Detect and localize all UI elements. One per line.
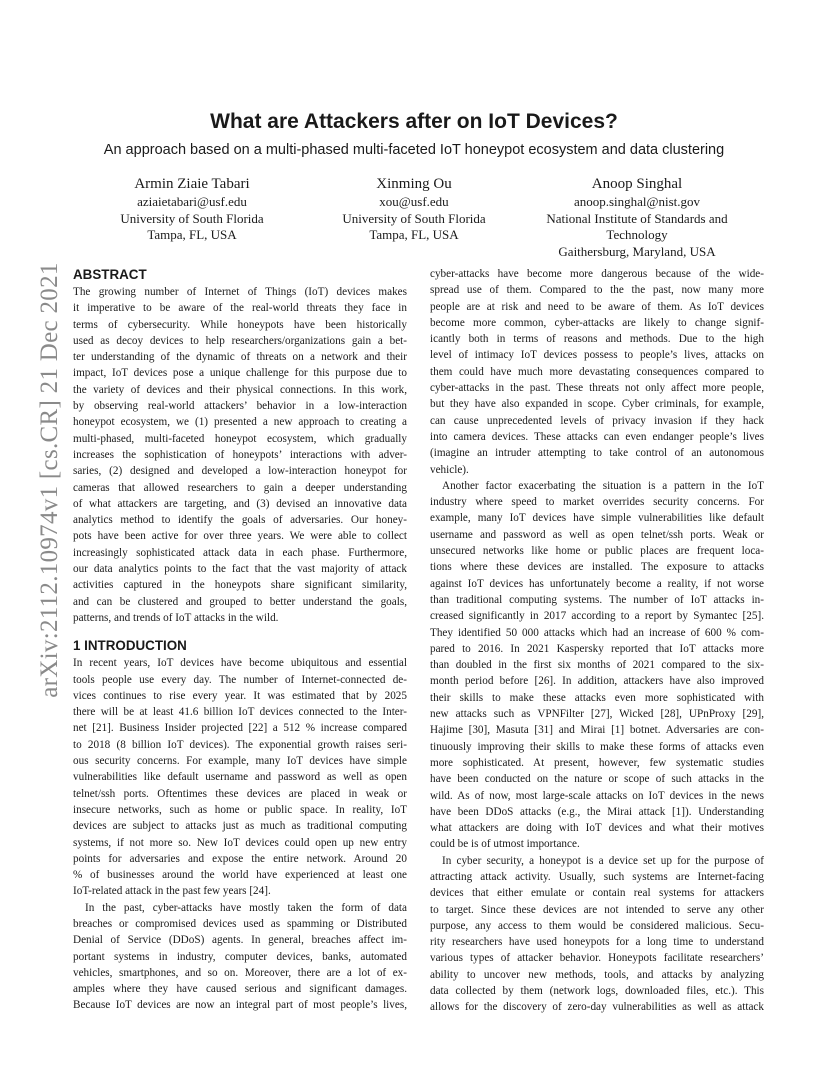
text-line: than traditional computing systems. The number of IoT attacks in- [430,593,764,606]
text-line: and can be clustered and grouped to better understand the goals, [73,595,407,608]
text-line: Another factor exacerbating the situation is a pattern in the IoT [442,479,764,492]
text-line: spread use of them. Compared to the the past, now many more [430,284,764,297]
text-line: systems, if not more so. New IoT devices could open up new entry [73,836,407,849]
text-line: our data analytics points to the fact that the vast majority of attack [73,563,407,576]
text-line: In cyber security, a honeypot is a device set up for the purpose of [442,854,764,867]
text-line: amples where they have caused serious and significant damages. [73,983,407,996]
text-line: saries, (2) designed and developed a low-interaction honeypot for [73,465,407,478]
paper-title: What are Attackers after on IoT Devices? [210,110,618,133]
text-line: could be is of utmost importance. [430,838,580,851]
text-line: ous security concerns. For example, many IoT devices have simple [73,755,407,768]
text-line: insecure networks, such as home or public space. In reality, IoT [73,803,407,816]
text-line: cameras that allowed researchers to gain a deeper understanding [73,481,407,494]
text-line: increases the sophistication of honeypots’ interactions with adver- [73,448,407,461]
text-line: unsecured networks like home or public places are frequent loca- [430,545,764,558]
text-line: pared to 2016. In 2021 Kaspersky reported that IoT attacks more [430,642,764,655]
text-line: can cause unprecedented levels of privacy invasion if they hack [430,414,764,427]
author-location: Tampa, FL, USA [369,227,459,242]
abstract-heading: ABSTRACT [73,267,147,282]
author-location: Tampa, FL, USA [147,227,237,242]
text-line: allows for the discovery of zero-day vulnerabilities as well as attack [430,1001,764,1014]
text-line: vices continues to rise every year. It was estimated that by 2025 [73,689,407,702]
text-line: vehicle). [430,463,469,476]
text-line: Denial of Service (DDoS) agents. In general, breaches affect im- [73,934,407,947]
text-line: but they have also expanded in scope. Cyber criminals, for example, [430,398,764,411]
text-line: devices are subject to attacks just as much as traditional computing [73,820,407,833]
text-line: cyber-attacks in the past. These threats not only affect more people, [430,382,764,395]
author-email: anoop.singhal@nist.gov [573,194,701,209]
text-line: than doubled in the first six months of 2021 compared to the six- [430,659,764,672]
text-line: into camera devices. These attacks can even endanger people’s lives [430,430,764,443]
text-line: month period before [26]. In addition, attackers have also improved [430,675,764,688]
text-line: new attacks such as VPNFilter [27], Wicked [28], UPnProxy [29], [430,708,764,721]
text-line: % of businesses around the world have experienced at least one [73,869,407,882]
text-line: They identified 50 000 attacks which had an increase of 600 % com- [430,626,764,639]
text-line: rity researchers have used honeypots for a long time to understand [430,936,764,949]
text-line: their skills to make these attacks even more sophisticated with [430,691,764,704]
text-line: portant systems in industry, computer devices, banks, automated [73,950,407,963]
text-line: data collected by them (network logs, downloaded files, etc.). This [430,985,764,998]
text-line: tinuously improving their skills to make these forms of attacks even [430,740,764,753]
text-line: more sophisticated. At present, however, few systematic studies [430,756,764,769]
introduction-body-left [73,655,407,1014]
text-line: to target. Since these devices are not intended to serve any other [430,903,764,916]
author-block-1 [112,174,272,244]
text-line: In recent years, IoT devices have become ubiquitous and essential [73,657,407,670]
arxiv-identifier: arXiv:2112.10974v1 [cs.CR] 21 Dec 2021 [36,262,63,698]
author-affiliation: University of South Florida [342,210,486,226]
author-email: xou@usf.edu [379,194,449,209]
text-line: become more common, cyber-attacks are likely to change signif- [430,316,764,329]
left-column [73,266,407,1014]
author-block-3 [537,174,737,260]
text-line: have been conducted on the nature or scope of such attacks in the [430,773,764,786]
text-line: of what attackers are targeting, and (3) devised an innovative data [73,497,407,510]
text-line: vehicles, smartphones, and so on. Moreover, there are a lot of ex- [73,966,407,979]
text-line: purpose, any access to them would be considered malicious. Secu- [430,919,764,932]
text-line: username and password as well as open telnet/ssh ports. Weak or [430,528,764,541]
text-line: Hajime [30], Masuta [31] and Mirai [1] botnet. Adversaries are con- [430,724,764,737]
text-line: industry where speed to market overrides security concerns. For [430,496,764,509]
text-line: ter understanding of the dynamic of threats on a network and their [73,351,407,364]
text-line: icantly both in terms of reasons and methods. Due to the high [430,333,764,346]
text-line: have been DDoS attacks (e.g., the Mirai attack [1]). Understanding [430,805,764,818]
text-line: attracting attack activity. Usually, such systems are Internet-facing [430,870,764,883]
author-affiliation-cont: Technology [606,227,668,242]
text-line: net [21]. Business Insider projected [22] a 512 % increase compared [73,722,407,735]
text-line: In the past, cyber-attacks have mostly taken the form of data [85,901,407,914]
text-line: devices that either emulate or contain real systems for attackers [430,887,764,900]
author-block-2 [334,174,494,244]
text-line: it imperative to be aware of the real-world threats they face in [73,302,407,315]
text-line: The growing number of Internet of Things (IoT) devices makes [73,286,407,298]
text-line: impact, IoT devices pose a unique challenge for this purpose due to [73,367,407,380]
author-affiliation: University of South Florida [120,210,264,226]
text-line: by observing real-world attackers’ behavior in a low-interaction [73,400,407,413]
author-location: Gaithersburg, Maryland, USA [558,243,716,259]
text-line: pots have been active for over three years. We were able to collect [73,530,407,543]
author-email: aziaietabari@usf.edu [137,194,247,209]
text-line: against IoT devices has unfortunately become a reality, if not worse [430,577,764,590]
text-line: there will be at least 41.6 billion IoT devices connected to the Inter- [73,706,407,719]
text-line: various types of attacker behavior. Honeypots facilitate researchers’ [430,952,764,965]
author-affiliation: National Institute of Standards and [546,210,728,226]
text-line: tools people use every day. The number of Internet-connected de- [73,673,407,686]
author-name: Xinming Ou [376,176,452,192]
text-line: telnet/ssh ports. Oftentimes these devices are placed in weak or [73,787,407,800]
text-line: breaches or compromised devices used as spamming or Distributed [73,917,407,930]
introduction-heading: 1 INTRODUCTION [73,638,187,654]
text-line: creased significantly in 2017 according to a report by Symantec [25]. [430,610,764,623]
text-line: used as decoy devices to help researchers/organizations gain a bet- [73,334,407,347]
paper-subtitle: An approach based on a multi-phased multi-faceted IoT honeypot ecosystem and data clustering [103,142,725,158]
text-line: people are at risk and need to be aware of them. As IoT devices [430,300,764,313]
introduction-body-right [430,266,764,1016]
text-line: IoT-related attack in the past few years [24]. [73,885,271,898]
text-line: wild. As of now, most large-scale attacks on IoT devices in the news [430,789,764,802]
text-line: to 2018 (8 billion IoT devices). The exponential growth raises seri- [73,738,407,751]
text-line: level of intimacy IoT devices possess to people’s lives, attacks on [430,349,764,362]
text-line: them could have much more devastating consequences compared to [430,365,764,378]
text-line: vulnerabilities like default username and password as well as open [73,771,407,784]
text-line: points for adversaries and expose the entire network. Around 20 [73,852,407,865]
text-line: the variety of devices and their physical connections. In this work, [73,383,407,396]
text-line: (imagine an intruder attempting to take control of an autonomous [430,447,764,460]
author-name: Armin Ziaie Tabari [134,176,250,192]
text-line: terms of cybersecurity. While honeypots have been historically [73,318,407,331]
text-line: ability to uncover new methods, tools, and attacks by analyzing [430,968,764,981]
text-line: what attackers are doing with IoT devices and what their motives [430,822,764,835]
text-line: example, many IoT devices have simple vulnerabilities like default [430,512,764,525]
author-name: Anoop Singhal [591,176,683,192]
text-line: patterns, and trends of IoT attacks in the wild. [73,611,279,624]
text-line: honeypot ecosystem, we (1) presented a new approach to creating a [73,416,407,429]
text-line: increasingly sophisticated attack data in each phase. Furthermore, [73,546,407,559]
text-line: tions where these devices are installed. The exposure to attacks [430,561,764,574]
right-column [430,266,764,1016]
text-line: multi-phased, multi-faceted honeypot ecosystem, which gradually [73,432,407,445]
text-line: activities captured in the honeypots share significant similarity, [73,579,407,592]
text-line: analytics method to identify the goals of adversaries. Our honey- [73,514,407,527]
text-line: cyber-attacks have become more dangerous because of the wide- [430,268,764,280]
text-line: Because IoT devices are now an integral part of most people’s lives, [73,999,407,1012]
abstract-body [73,284,407,626]
